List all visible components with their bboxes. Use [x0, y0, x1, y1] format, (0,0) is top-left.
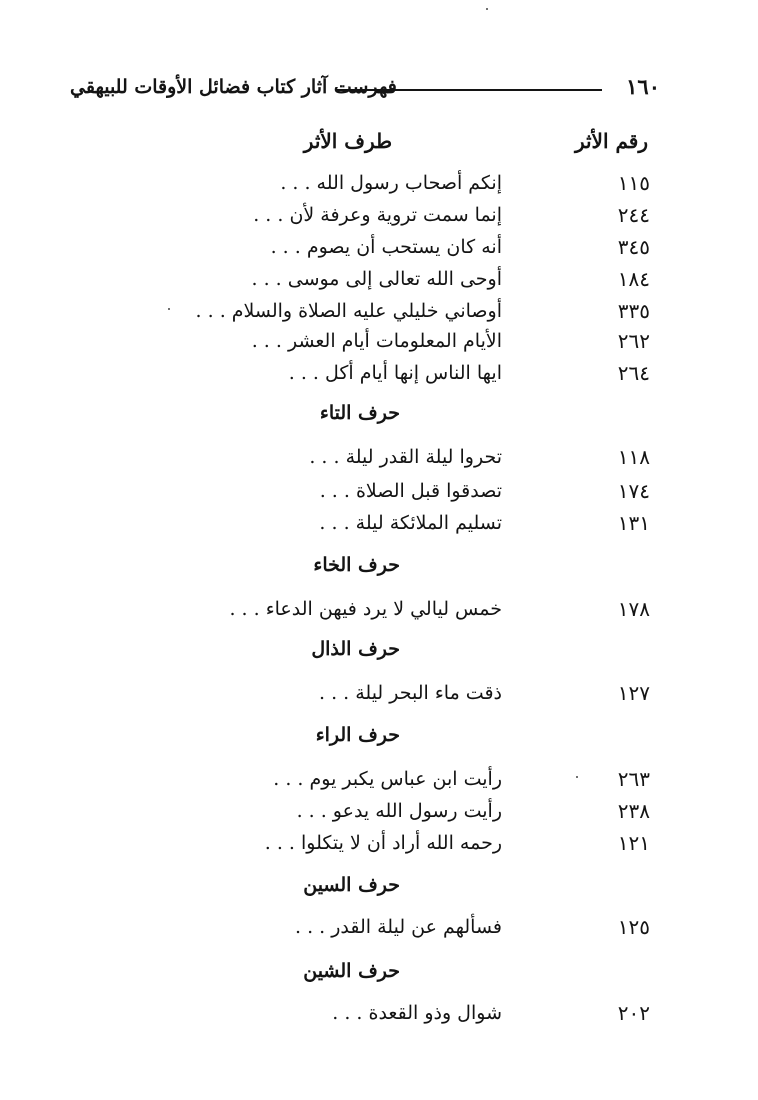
entry-text: رحمه الله أراد أن لا يتكلوا . . . [264, 832, 502, 854]
index-entry [0, 296, 758, 326]
running-title: فهرست آثار كتاب فضائل الأوقات للبيهقي [70, 76, 397, 98]
index-entry [0, 828, 758, 858]
scan-speck [576, 776, 578, 778]
entry-number: ١٢٥ [617, 915, 650, 939]
section-heading: حرف التاء [319, 402, 400, 424]
index-entry [0, 326, 758, 356]
index-entry [0, 678, 758, 708]
page-number: ١٦٠ [626, 74, 660, 99]
entry-number: ١٣١ [617, 511, 650, 535]
column-header-number: رقم الأثر [574, 129, 648, 153]
entry-text: فسألهم عن ليلة القدر . . . [295, 916, 502, 938]
index-entry [0, 442, 758, 472]
scan-speck [168, 308, 170, 310]
index-entry [0, 200, 758, 230]
entry-number: ١٧٤ [617, 479, 650, 503]
index-entry [0, 912, 758, 942]
entry-number: ٢٣٨ [617, 799, 650, 823]
entry-text: الأيام المعلومات أيام العشر . . . [251, 330, 502, 352]
index-entry [0, 168, 758, 198]
index-entry [0, 358, 758, 388]
index-entry [0, 232, 758, 262]
section-heading: حرف الشين [303, 960, 400, 982]
index-entry [0, 476, 758, 506]
entry-text: رأيت ابن عباس يكبر يوم . . . [273, 768, 502, 790]
entry-text: تحروا ليلة القدر ليلة . . . [309, 446, 502, 468]
entry-text: تصدقوا قبل الصلاة . . . [319, 480, 502, 502]
column-header-text: طرف الأثر [303, 129, 392, 153]
entry-number: ٢٦٤ [617, 361, 650, 385]
entry-text: أوحى الله تعالى إلى موسى . . . [251, 268, 502, 290]
index-entry [0, 264, 758, 294]
entry-text: رأيت رسول الله يدعو . . . [296, 800, 502, 822]
entry-text: أنه كان يستحب أن يصوم . . . [270, 236, 502, 258]
index-entry [0, 998, 758, 1028]
section-heading: حرف السين [303, 874, 400, 896]
index-entry [0, 796, 758, 826]
entry-number: ٣٣٥ [617, 299, 650, 323]
entry-number: ١٨٤ [617, 267, 650, 291]
entry-number: ٢٤٤ [617, 203, 650, 227]
index-entry [0, 764, 758, 794]
running-header [70, 72, 660, 102]
entry-number: ٢٦٢ [617, 329, 650, 353]
entry-number: ١١٥ [617, 171, 650, 195]
entry-number: ١٢١ [617, 831, 650, 855]
entry-number: ٢٦٣ [617, 767, 650, 791]
entry-text: شوال وذو القعدة . . . [332, 1002, 502, 1024]
entry-text: أوصاني خليلي عليه الصلاة والسلام . . . [195, 300, 502, 322]
entry-text: ذقت ماء البحر ليلة . . . [318, 682, 502, 704]
section-heading: حرف الراء [315, 724, 400, 746]
entry-text: إنما سمت تروية وعرفة لأن . . . [253, 204, 502, 226]
entry-number: ٣٤٥ [617, 235, 650, 259]
entry-number: ١٧٨ [617, 597, 650, 621]
entry-number: ٢٠٢ [617, 1001, 650, 1025]
index-entry [0, 594, 758, 624]
entry-text: خمس ليالي لا يرد فيهن الدعاء . . . [229, 598, 502, 620]
section-heading: حرف الذال [311, 638, 400, 660]
section-heading: حرف الخاء [313, 554, 400, 576]
entry-text: تسليم الملائكة ليلة . . . [319, 512, 502, 534]
scan-speck [486, 8, 488, 10]
entry-number: ١١٨ [617, 445, 650, 469]
entry-text: ايها الناس إنها أيام أكل . . . [288, 362, 502, 384]
entry-number: ١٢٧ [617, 681, 650, 705]
index-entry [0, 508, 758, 538]
entry-text: إنكم أصحاب رسول الله . . . [280, 172, 502, 194]
